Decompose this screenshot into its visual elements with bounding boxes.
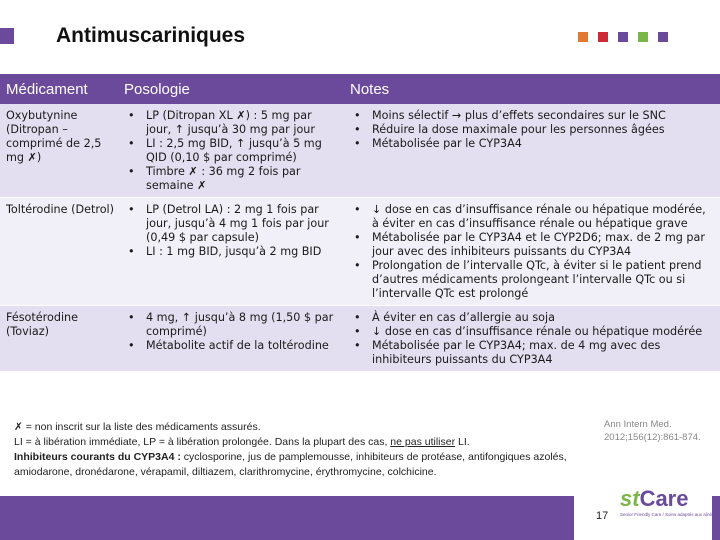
- dosing-item: • LP (Detrol LA) : 2 mg 1 fois par jour, jusqu’à 4 mg 1 fois par jour (0,49 $ par capsule): [124, 203, 340, 245]
- drug-cell: Fésotérodine (Toviaz): [0, 306, 118, 372]
- dosing-cell: [118, 198, 344, 306]
- abbrev-prefix: LI = à libération immédiate, LP = à libération prolongée. Dans la plupart des cas,: [14, 436, 388, 448]
- dosing-item: • LP (Ditropan XL ✗) : 5 mg par jour, ↑ jusqu’à 30 mg par jour: [124, 109, 340, 137]
- logo-wordmark: [620, 486, 714, 512]
- drug-cell: Toltérodine (Detrol): [0, 198, 118, 306]
- notes-cell: [344, 306, 720, 372]
- table-row: [0, 198, 720, 306]
- square-orange: [578, 32, 588, 42]
- inhibitors-label: Inhibiteurs courants du CYP3A4 :: [14, 451, 181, 463]
- header-notes: Notes: [344, 74, 720, 104]
- square-red: [598, 32, 608, 42]
- note-item: • Moins sélectif → plus d’effets secondaires sur le SNC: [350, 109, 716, 123]
- page-title: Antimuscariniques: [56, 24, 246, 47]
- table-row: [0, 306, 720, 372]
- abbrev-suffix: LI.: [458, 436, 470, 448]
- dosing-item: • Métabolite actif de la toltérodine: [124, 339, 340, 353]
- square-purple-2: [658, 32, 668, 42]
- dosing-cell: [118, 306, 344, 372]
- note-item: • ↓ dose en cas d’insuffisance rénale ou hépatique modérée, à éviter en cas d’insuffisance rénale ou hépatique grave: [350, 203, 716, 231]
- logo-tagline: Senior Friendly Care / Soins adaptés aux aînés: [620, 512, 715, 517]
- page-number: 17: [596, 510, 609, 522]
- square-purple: [618, 32, 628, 42]
- decorative-squares: [578, 32, 668, 42]
- dosing-item: • 4 mg, ↑ jusqu’à 8 mg (1,50 $ par comprimé): [124, 311, 340, 339]
- dosing-cell: [118, 104, 344, 198]
- notes-cell: [344, 104, 720, 198]
- abbrev-emphasis: ne pas utiliser: [390, 436, 456, 448]
- note-item: • Métabolisée par le CYP3A4; max. de 4 mg avec des inhibiteurs puissants du CYP3A4: [350, 339, 716, 367]
- square-green: [638, 32, 648, 42]
- dosing-item: • Timbre ✗ : 36 mg 2 fois par semaine ✗: [124, 165, 340, 193]
- notes-cell: [344, 198, 720, 306]
- abbreviation-note: [14, 435, 604, 450]
- inhibitors-note: [14, 450, 604, 480]
- note-item: • À éviter en cas d’allergie au soja: [350, 311, 716, 325]
- footnotes: [14, 420, 604, 480]
- dosing-item: • LI : 1 mg BID, jusqu’à 2 mg BID: [124, 245, 340, 259]
- legend-note: ✗ = non inscrit sur la liste des médicaments assurés.: [14, 421, 261, 433]
- logo-prefix: st: [620, 486, 640, 511]
- table-header-row: [0, 74, 720, 104]
- note-item: • ↓ dose en cas d’insuffisance rénale ou hépatique modérée: [350, 325, 716, 339]
- logo-main-text: Care: [639, 486, 689, 511]
- medication-table: [0, 74, 720, 372]
- note-item: • Réduire la dose maximale pour les personnes âgées: [350, 123, 716, 137]
- note-item: • Prolongation de l’intervalle QTc, à éviter si le patient prend d’autres médicaments prolongeant l’intervalle QTc ou si l’intervalle QTc est prolongé: [350, 259, 716, 301]
- header-drug: Médicament: [0, 74, 118, 104]
- stcare-logo: [620, 486, 714, 517]
- reference-citation: Ann Intern Med. 2012;156(12):861-874.: [604, 419, 701, 443]
- note-item: • Métabolisée par le CYP3A4 et le CYP2D6; max. de 2 mg par jour avec des inhibiteurs puissants du CYP3A4: [350, 231, 716, 259]
- corner-accent-square: [0, 28, 14, 44]
- drug-cell: Oxybutynine (Ditropan – comprimé de 2,5 mg ✗): [0, 104, 118, 198]
- dosing-item: • LI : 2,5 mg BID, ↑ jusqu’à 5 mg QID (0,10 $ par comprimé): [124, 137, 340, 165]
- note-item: • Métabolisée par le CYP3A4: [350, 137, 716, 151]
- header-dosing: Posologie: [118, 74, 344, 104]
- inhibitors-text: cyclosporine, jus de pamplemousse, inhibiteurs de protéase, antifongiques azolés, amiodarone, dronédarone, vérapamil, diltiazem, clarithromycine, érythromycine, colchicine.: [14, 451, 567, 478]
- table-row: [0, 104, 720, 198]
